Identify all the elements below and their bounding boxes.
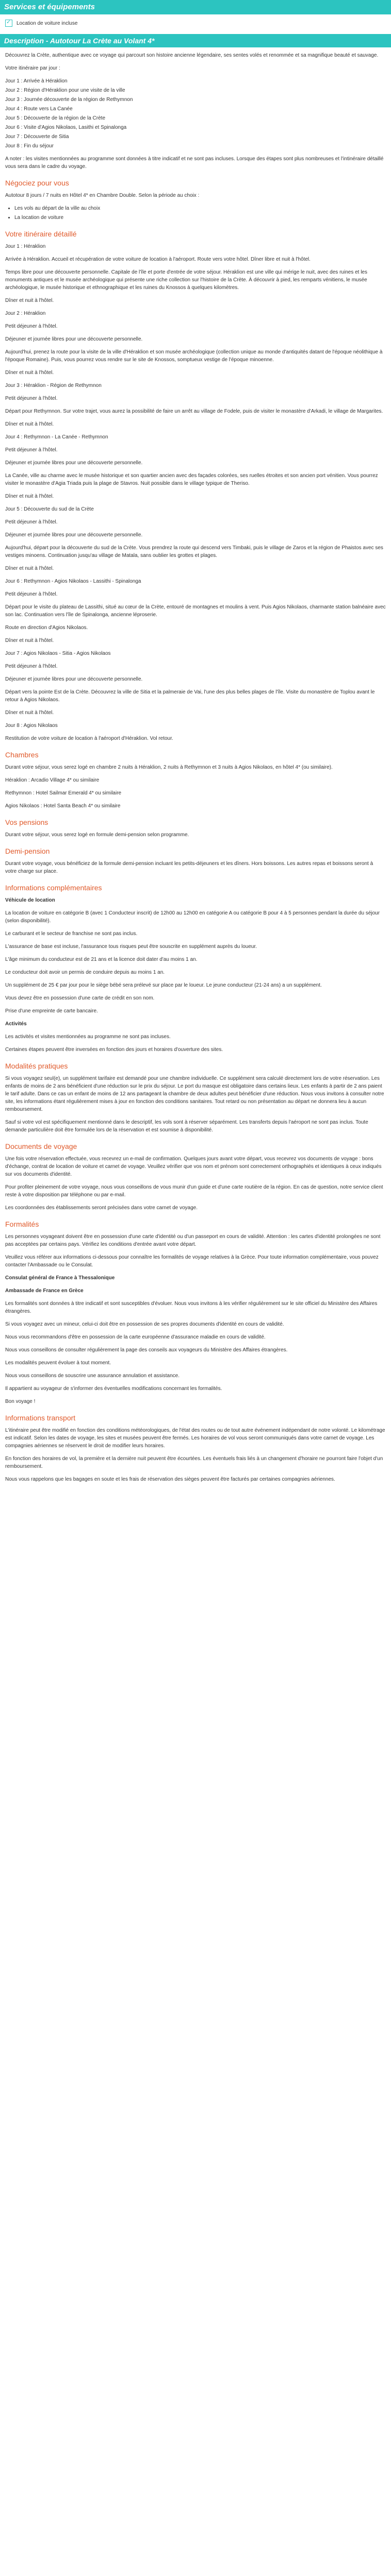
day-summary: Jour 1 : Arrivée à Héraklion	[5, 78, 68, 84]
modalities-title: Modalités pratiques	[5, 1062, 68, 1070]
day2-title: Jour 2 : Héraklion	[5, 311, 46, 316]
vehicle-item: Vous devez être en possession d'une carte de crédit en son nom.	[5, 995, 155, 1001]
negotiate-item: • La location de voiture	[14, 214, 386, 222]
day-summary: Jour 8 : Fin du séjour	[5, 143, 54, 149]
formalities-text7: Les modalités peuvent évoluer à tout moment.	[5, 1360, 111, 1366]
negotiate-title: Négociez pour vous	[5, 179, 69, 187]
activities-title: Activités	[5, 1021, 27, 1027]
day7-long: Départ vers la pointe Est de la Crète. Découvrez la ville de Sitia et la palmeraie de Vai, l'une des plus belles plages de l'île. Visite du monastère de Toplou avant le retour à Agios Nikolaos.	[5, 689, 375, 703]
day5-title: Jour 5 : Découverte du sud de la Crète	[5, 506, 94, 512]
itinerary-note: A noter : les visites mentionnées au programme sont données à titre indicatif et ne sont pas incluses. Lorsque des étapes sont plus nombreuses et l'intinéraire détaillé vous sera dans le cadre du voyage.	[5, 156, 384, 170]
day5-more: Déjeuner et journée libres pour une découverte personnelle.	[5, 532, 143, 538]
day7-title: Jour 7 : Agios Nikolaos - Sitia - Agios Nikolaos	[5, 651, 111, 656]
day7-more: Déjeuner et journée libres pour une découverte personnelle.	[5, 676, 143, 682]
day7-text: Petit déjeuner à l'hôtel.	[5, 664, 58, 669]
vehicle-item: Le carburant et le secteur de franchise ne sont pas inclus.	[5, 931, 138, 937]
description-header: Description - Autotour La Crète au Volant 4*	[0, 34, 391, 47]
day1-text: Arrivée à Héraklion. Accueil et récupération de votre voiture de location à l'aéroport. Route vers votre hôtel. Dîner libre et nuit à l'hôtel.	[5, 257, 311, 262]
docs-text3: Les coordonnées des établissements seront précisées dans votre carnet de voyage.	[5, 1205, 198, 1211]
negotiate-text: Autotour 8 jours / 7 nuits en Hôtel 4* en Chambre Double. Selon la période au choix :	[5, 193, 200, 198]
rooms-text: Durant votre séjour, vous serez logé en chambre 2 nuits à Héraklion, 2 nuits à Rethymnon et 3 nuits à Agios Nikolaos, en hôtel 4* (ou similaire).	[5, 765, 333, 770]
formalities-text3: Les formalités sont données à titre indicatif et sont susceptibles d'évoluer. Nous vous invitons à les vérifier régulièrement sur le site officiel du Ministère des Affaires étrangères.	[5, 1301, 378, 1314]
demi-pension-title: Demi-pension	[5, 847, 50, 855]
negotiate-item: • Les vols au départ de la ville au choix	[14, 205, 386, 212]
formalities-text: Les personnes voyageant doivent être en possession d'une carte d'identité ou d'un passeport en cours de validité. Attention : les cartes d'identité prolongées ne sont pas acceptées par certains pays. Vérifiez les conditions d'entrée avant votre départ.	[5, 1234, 381, 1247]
feature-item	[0, 14, 391, 34]
day4-more: Déjeuner et journée libres pour une découverte personnelle.	[5, 460, 143, 466]
day3-text: Petit déjeuner à l'hôtel.	[5, 396, 58, 401]
detail-title: Votre itinéraire détaillé	[5, 230, 77, 238]
negotiate-list	[14, 205, 386, 222]
day4-text: Petit déjeuner à l'hôtel.	[5, 447, 58, 453]
days-summary-list	[5, 77, 386, 150]
day6-text: Petit déjeuner à l'hôtel.	[5, 591, 58, 597]
vehicle-title: Véhicule de location	[5, 897, 55, 903]
day1-more: Temps libre pour une découverte personnelle. Capitale de l'île et porte d'entrée de votre séjour. Héraklion est une ville qui mérige le nuit, avec des ruines et les monuments antiques et le musée archéologique qui présente une riche collection sur l'histoire de la Crète. À découvrir à pied, les remparts vénitiens, le musée archéologique, le musée historique et ethnographique et les ruines du Knossos à quelques kilomètres.	[5, 269, 367, 291]
hotel-item: Rethymnon : Hotel Sailmar Emerald 4* ou similaire	[5, 790, 122, 796]
day3-more: Départ pour Rethymnon. Sur votre trajet, vous aurez la possibilité de faire un arrêt au village de Fodele, puis de visiter le monastère d'Arkadi, le village de Margarites.	[5, 409, 383, 414]
day6-night: Dîner et nuit à l'hôtel.	[5, 638, 54, 643]
activity-item: Certaines étapes peuvent être inversées en fonction des jours et horaires d'ouverture des sites.	[5, 1047, 223, 1053]
day5-text: Petit déjeuner à l'hôtel.	[5, 519, 58, 525]
contact-item: Ambassade de France en Grèce	[5, 1288, 84, 1294]
info-title: Informations complémentaires	[5, 884, 102, 892]
intro-text: Découvrez la Crète, authentique avec ce voyage qui parcourt son histoire ancienne légendaire, ses sentes volés et renommée et sa magnifique beauté et sauvage.	[5, 53, 379, 58]
formalities-title: Formalités	[5, 1220, 39, 1228]
day2-dinner: Dîner et nuit à l'hôtel.	[5, 370, 54, 376]
day6-dinner: Route en direction d'Agios Nikolaos.	[5, 625, 88, 631]
day4-long: La Canée, ville au charme avec le musée historique et son quartier ancien avec des façades colorées, ses ruelles étroites et son ancien port vénitien. Vous pourrez visiter le monastère d'Agia Triada puis la plage de Stavros. Nuit possible dans le village typique de Theriso.	[5, 473, 378, 486]
docs-text2: Pour profiter pleinement de votre voyage, nous vous conseillons de vous munir d'un guide et d'une carte routière de la région. En cas de question, notre service client reste à votre disposition par téléphone ou par e-mail.	[5, 1184, 383, 1198]
safe-travel: Bon voyage !	[5, 1399, 36, 1404]
day-summary: Jour 7 : Découverte de Sitia	[5, 134, 69, 140]
formalities-text4: Si vous voyagez avec un mineur, celui-ci doit être en possession de ses propres documents d'identité en cours de validité.	[5, 1321, 284, 1327]
day-summary: Jour 6 : Visite d'Agios Nikolaos, Lasithi et Spinalonga	[5, 125, 127, 130]
day6-title: Jour 6 : Rethymnon - Agios Nikolaos - Lassithi - Spinalonga	[5, 579, 141, 584]
day4-dinner: Dîner et nuit à l'hôtel.	[5, 494, 54, 499]
formalities-text9: Il appartient au voyageur de s'informer des éventuelles modifications concernant les formalités.	[5, 1386, 222, 1392]
transport-text3: Nous vous rappelons que les bagages en soute et les frais de réservation des sièges peuvent être facturés par certaines compagnies aériennes.	[5, 1477, 335, 1482]
day6-long: Départ pour le visite du plateau de Lassithi, situé au cœur de la Crète, entouré de montagnes et moulins à vent. Puis Agios Nikolaos, charmante station balnéaire avec son lac. Continuation vers l'île de Spinalonga, ancienne léproserie.	[5, 604, 386, 618]
hotel-item: Héraklion : Arcadio Village 4* ou similaire	[5, 777, 100, 783]
day8-title: Jour 8 : Agios Nikolaos	[5, 723, 58, 728]
vehicle-item: Un supplément de 25 € par jour pour le siège bébé sera prélevé sur place par le loueur. Le jeune conducteur (21-24 ans) a un supplément.	[5, 982, 322, 988]
transport-title: Informations transport	[5, 1414, 76, 1422]
day-summary: Jour 5 : Découverte de la région de la Crète	[5, 115, 105, 121]
services-header: Services et équipements	[0, 0, 391, 14]
contact-item: Consulat général de France à Thessalonique	[5, 1275, 115, 1281]
day1-dinner: Dîner et nuit à l'hôtel.	[5, 298, 54, 303]
modalities-text2: Sauf si votre vol est spécifiquement mentionné dans le descriptif, les vols sont à réserver séparément. Les transferts depuis l'aéroport ne sont pas inclus. Toute demande particulière doit être formulée lors de la réservation et est soumise à disponibilité.	[5, 1120, 368, 1133]
rooms-title: Chambres	[5, 751, 39, 759]
vehicle-item: La location de voiture en catégorie B (avec 1 Conducteur inscrit) de 12h00 au 12h00 en catégorie A ou catégorie B pour 4 à 5 personnes pendant la durée du séjour (selon disponibilité).	[5, 910, 380, 924]
itinerary-summary-title: Votre itinéraire par jour :	[5, 65, 60, 71]
day4-title: Jour 4 : Rethymnon - La Canée - Rethymnon	[5, 434, 108, 440]
day-summary: Jour 2 : Région d'Héraklion pour une visite de la ville	[5, 88, 125, 93]
vehicle-item: L'assurance de base est incluse, l'assurance tous risques peut être souscrite en supplément auprès du loueur.	[5, 944, 257, 950]
docs-text: Une fois votre réservation effectuée, vous recevrez un e-mail de confirmation. Quelques jours avant votre départ, vous recevrez vos documents de voyage : bons d'échange, contrat de location de voiture et carnet de voyage. Veuillez vérifier que vos nom et prénom sont correctement orthographiés et identiques à ceux indiqués sur vos documents d'identité.	[5, 1156, 382, 1177]
day1-title: Jour 1 : Héraklion	[5, 244, 46, 249]
day2-text: Petit déjeuner à l'hôtel.	[5, 324, 58, 329]
transport-text: L'itinéraire peut être modifié en fonction des conditions météorologiques, de l'état des routes ou de tout autre événement indépendant de notre volonté. Le kilométrage est indicatif. Selon les dates de voyage, les sites et musées peuvent être fermés. Les horaires de vol vous seront communiqués dans votre carnet de voyage. Les compagnies aériennes se réservent le droit de modifier leurs horaires.	[5, 1428, 385, 1449]
activity-item: Les activités et visites mentionnées au programme ne sont pas incluses.	[5, 1034, 171, 1040]
feature-label: Location de voiture incluse	[17, 20, 78, 26]
modalities-text: Si vous voyagez seul(e), un supplément tarifaire est demandé pour une chambre individuelle. Ce supplément sera calculé directement lors de votre réservation. Les enfants de moins de 2 ans bénéficient d'une réduction sur le prix du séjour. Le port du masque est obligatoire dans certains lieux. Les enfants à partir de 2 ans paient le tarif adulte. Dans ce cas un enfant de moins de 12 ans partageant la chambre de deux adultes peut bénéficier d'une réduction. Nous vous invitons à consulter notre site, les informations étant régulièrement mises à jour en fonction des conditions sanitaires. Tout retard ou non présentation au départ ne donnera lieu à aucun remboursement.	[5, 1076, 384, 1112]
formalities-text5: Nous vous recommandons d'être en possession de la carte européenne d'assurance maladie en cours de validité.	[5, 1334, 266, 1340]
docs-title: Documents de voyage	[5, 1142, 77, 1150]
check-icon	[5, 20, 12, 27]
vehicle-item: L'âge minimum du conducteur est de 21 ans et la licence doit dater d'au moins 1 an.	[5, 957, 198, 962]
day8-text: Restitution de votre voiture de location à l'aéroport d'Héraklion. Vol retour.	[5, 736, 173, 741]
formalities-text2: Veuillez vous référer aux informations ci-dessous pour connaître les formalités de voyage relatives à la Grèce. Pour toute information complémentaire, vous pouvez contacter l'Ambassade ou le Consulat.	[5, 1255, 379, 1268]
day2-long: Aujourd'hui, prenez la route pour la visite de la ville d'Héraklion et son musée archéologique (collection unique au monde d'antiquités datant de l'époque néolithique à l'époque Romaine). Puis, vous pourrez vous rendre sur le site de Knossos, somptueux vestige de l'époque minoenne.	[5, 349, 383, 363]
formalities-text6: Nous vous conseillons de consulter régulièrement la page des conseils aux voyageurs du Ministère des Affaires étrangères.	[5, 1347, 288, 1353]
description-content	[0, 52, 391, 1499]
vehicle-item: Prise d'une empreinte de carte bancaire.	[5, 1008, 98, 1014]
transport-text2: En fonction des horaires de vol, la première et la dernière nuit peuvent être écourtées. Les éventuels frais liés à un changement d'horaire ne pourront faire l'objet d'un remboursement.	[5, 1456, 383, 1469]
day7-dinner: Dîner et nuit à l'hôtel.	[5, 710, 54, 716]
day5-long: Aujourd'hui, départ pour la découverte du sud de la Crète. Vous prendrez la route qui descend vers Timbaki, puis le village de Zaros et la région de Phaistos avec ses vestiges minoens. Continuation jusqu'au village de Matala, sans oublier les grottes et plages.	[5, 545, 383, 558]
pensions-text: Durant votre séjour, vous serez logé en formule demi-pension selon programme.	[5, 832, 189, 838]
demi-pension-text: Durant votre voyage, vous bénéficiez de la formule demi-pension incluant les petits-déjeuners et les dîners. Hors boissons. Les autres repas et boissons seront à votre charge sur place.	[5, 861, 373, 874]
vehicle-item: Le conducteur doit avoir un permis de conduire depuis au moins 1 an.	[5, 970, 165, 975]
day-summary: Jour 3 : Journée découverte de la région de Rethymnon	[5, 97, 133, 103]
hotel-item: Agios Nikolaos : Hotel Santa Beach 4* ou similaire	[5, 803, 121, 809]
day3-dinner: Dîner et nuit à l'hôtel.	[5, 421, 54, 427]
pensions-title: Vos pensions	[5, 818, 48, 826]
day2-more: Déjeuner et journée libres pour une découverte personnelle.	[5, 336, 143, 342]
day5-dinner: Dîner et nuit à l'hôtel.	[5, 566, 54, 571]
formalities-text8: Nous vous conseillons de souscrire une assurance annulation et assistance.	[5, 1373, 180, 1379]
day-summary: Jour 4 : Route vers La Canée	[5, 106, 73, 112]
day3-title: Jour 3 : Héraklion - Région de Rethymnon	[5, 383, 102, 388]
